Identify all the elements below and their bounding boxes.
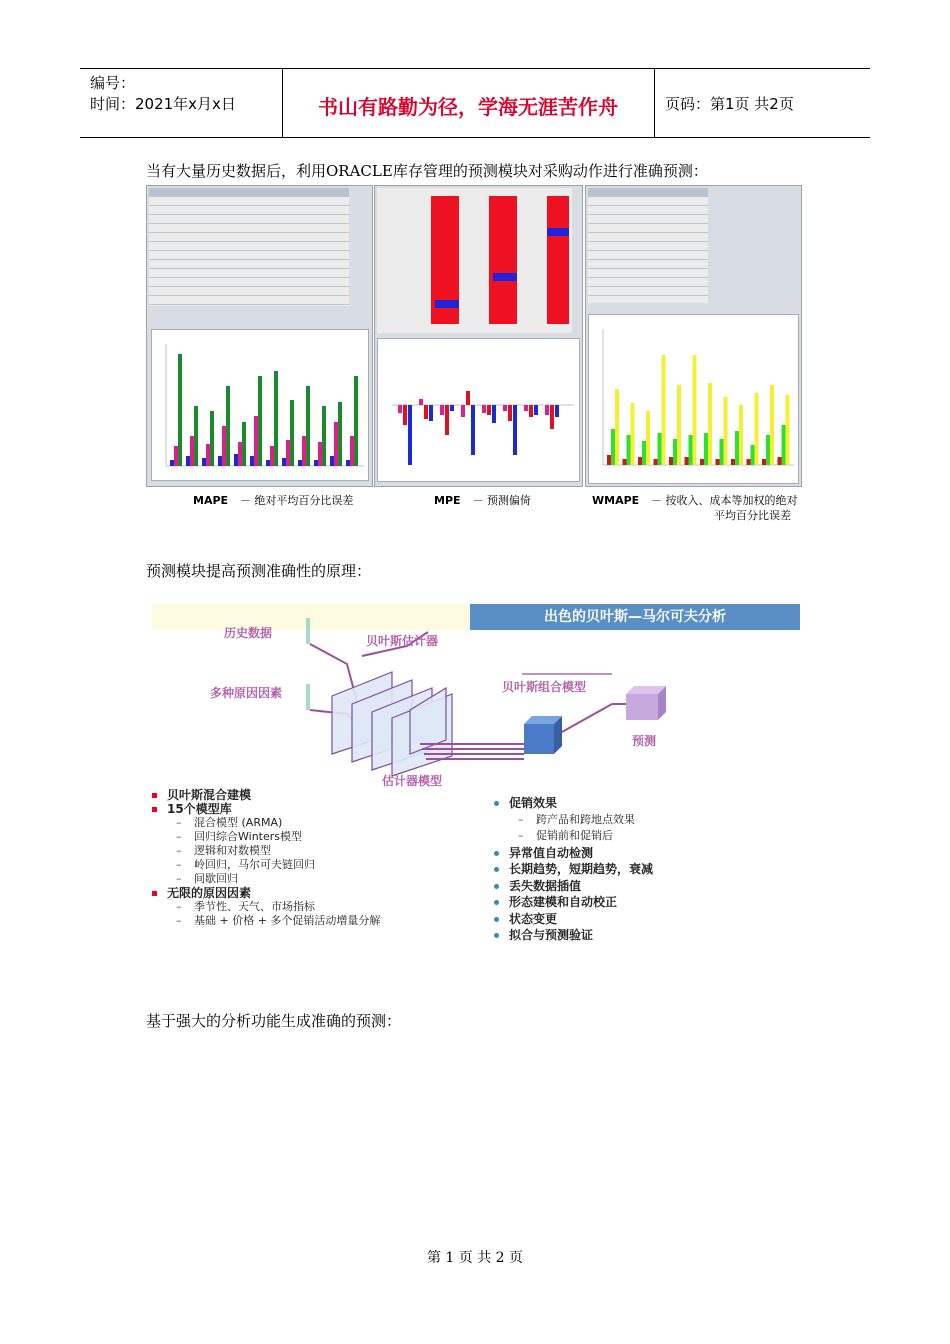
bullet-item [152, 884, 452, 898]
chart-bar [642, 441, 646, 465]
bullet-text: 促销前和促销后 [536, 829, 613, 842]
bullet-text: 基础 + 价格 + 多个促销活动增量分解 [194, 914, 381, 927]
chart-bar [419, 399, 423, 405]
bullet-item [176, 912, 452, 926]
chart-bar [202, 458, 206, 466]
bullet-text: 无限的原因因素 [167, 886, 252, 900]
chart-bar [350, 436, 354, 466]
chart-bar [258, 376, 262, 466]
chart-bar [762, 459, 766, 465]
chart-bar [693, 355, 697, 465]
bullet-text: 回归综合Winters模型 [194, 830, 302, 843]
chart-bar [638, 457, 642, 465]
chart-bar [778, 457, 782, 465]
chart-bar [403, 405, 407, 425]
bullet-text: 逻辑和对数模型 [194, 844, 271, 857]
chart-bar [731, 459, 735, 465]
chart-bar [770, 385, 774, 465]
mpe-title: MPE [434, 494, 461, 507]
bullet-text: 长期趋势，短期趋势，衰减 [509, 862, 654, 876]
number-label: 编号： [90, 74, 136, 92]
wmape-caption [592, 492, 798, 508]
chart-bar [354, 376, 358, 466]
chart-bar [178, 354, 182, 466]
bullet-item [176, 814, 452, 828]
chart-bar [747, 459, 751, 465]
motto: 书山有路勤为径，学海无涯苦作舟 [318, 95, 618, 119]
chart-bar [210, 411, 214, 466]
header-left [90, 73, 236, 115]
chart-bar [318, 442, 322, 466]
mape-bars [152, 330, 368, 480]
wmape-title: WMAPE [592, 494, 640, 507]
chart-bar [334, 422, 338, 466]
bullet-marker [494, 851, 499, 856]
chart-bar [218, 456, 222, 466]
label-estimator: 贝叶斯估计器 [366, 634, 439, 648]
chart-bar [274, 371, 278, 466]
chart-bar [186, 456, 190, 466]
chart-bar [654, 459, 658, 465]
chart-bar [282, 458, 286, 466]
chart-bar [669, 457, 673, 465]
chart-bar [534, 405, 538, 415]
chart-bar [607, 455, 611, 465]
chart-bar [611, 429, 615, 465]
mpe-caption [434, 492, 531, 508]
chart-bar [242, 422, 246, 466]
bullet-marker [494, 884, 499, 889]
bullet-text: 贝叶斯混合建模 [167, 788, 252, 802]
chart-bar [408, 405, 412, 465]
chart-bar [322, 406, 326, 466]
bullet-marker [494, 801, 499, 806]
bullet-marker: – [176, 816, 182, 829]
mpe-desc: － 预测偏倚 [472, 494, 531, 507]
chart-bar [739, 405, 743, 465]
wmape-table [588, 188, 708, 303]
chart-bar [298, 460, 302, 466]
chart-bar [720, 439, 724, 465]
chart-bar [466, 391, 470, 405]
label-history: 历史数据 [224, 626, 273, 640]
chart-bar [627, 435, 631, 465]
page-footer: 第 1 页 共 2 页 [426, 1250, 524, 1266]
chart-bar [194, 406, 198, 466]
chart-bar [338, 402, 342, 466]
chart-bar [662, 355, 666, 465]
bullet-text: 拟合与预测验证 [509, 928, 594, 942]
chart-bar [238, 442, 242, 466]
chart-bar [226, 386, 230, 466]
chart-bar [254, 416, 258, 466]
chart-bar [234, 454, 238, 466]
chart-bar [174, 446, 178, 466]
chart-bar [513, 405, 517, 455]
banner-right: 出色的贝叶斯—马尔可夫分析 [470, 604, 800, 630]
mape-desc: － 绝对平均百分比误差 [239, 494, 354, 507]
wmape-bars [589, 315, 798, 483]
bullet-marker: – [176, 900, 182, 913]
analysis-paragraph: 基于强大的分析功能生成准确的预测： [146, 1012, 402, 1030]
mpe-screenshot [374, 185, 583, 487]
chart-bar [346, 460, 350, 466]
chart-bar [623, 459, 627, 465]
bullet-item [494, 893, 794, 910]
chart-bar [724, 397, 728, 465]
bayes-diagram [152, 604, 802, 950]
bullet-text: 混合模型 (ARMA) [194, 816, 283, 829]
bullet-item [518, 827, 794, 844]
chart-bar [766, 435, 770, 465]
chart-bar [170, 460, 174, 466]
chart-bar [306, 386, 310, 466]
bullet-marker: – [176, 858, 182, 871]
bullet-marker [152, 793, 157, 798]
chart-bar [471, 405, 475, 455]
chart-bar [492, 405, 496, 423]
chart-bar [398, 405, 402, 413]
chart-bar [700, 459, 704, 465]
document-header [80, 68, 870, 138]
chart-bar [786, 395, 790, 465]
label-forecast: 预测 [632, 734, 657, 748]
bullet-marker [152, 891, 157, 896]
chart-bar [482, 405, 486, 413]
mape-caption [193, 492, 353, 508]
bullet-item [494, 844, 794, 861]
bullet-text: 间歇回归 [194, 872, 238, 885]
chart-bar [190, 436, 194, 466]
chart-bar [735, 431, 739, 465]
chart-bar [716, 459, 720, 465]
chart-bar [755, 393, 759, 465]
bullet-marker [494, 917, 499, 922]
chart-bar [440, 405, 444, 415]
wmape-screenshot [585, 185, 802, 487]
divider [654, 69, 655, 137]
bullet-text: 跨产品和跨地点效果 [536, 812, 635, 826]
bullet-marker: – [176, 844, 182, 857]
chart-bar [673, 439, 677, 465]
chart-bar [689, 435, 693, 465]
bullet-item [494, 794, 794, 811]
bullet-item [176, 828, 452, 842]
chart-bar [302, 436, 306, 466]
bullet-item [176, 898, 452, 912]
mpe-bars [378, 339, 579, 481]
wmape-chart [588, 314, 799, 484]
chart-bar [270, 446, 274, 466]
mape-table [149, 188, 349, 306]
bullet-marker: – [176, 914, 182, 927]
wmape-desc-2: 平均百分比误差 [714, 509, 791, 522]
chart-bar [222, 426, 226, 466]
bullets-right [494, 794, 794, 943]
bullet-marker [494, 900, 499, 905]
bullets-left [152, 786, 452, 926]
chart-bar [445, 405, 449, 435]
bullet-marker: – [176, 830, 182, 843]
principle-paragraph: 预测模块提高预测准确性的原理： [146, 562, 372, 580]
bullet-text: 促销效果 [509, 796, 558, 810]
chart-bar [206, 444, 210, 466]
chart-bar [450, 405, 454, 411]
bullet-text: 形态建模和自动校正 [509, 895, 618, 909]
bullet-text: 季节性、天气、市场指标 [194, 900, 315, 913]
chart-bar [685, 457, 689, 465]
chart-bar [314, 460, 318, 466]
chart-bar [708, 383, 712, 465]
chart-bar [424, 405, 428, 419]
bullet-item [494, 910, 794, 927]
chart-bar [290, 400, 294, 466]
chart-bar [508, 405, 512, 421]
bullet-marker: – [518, 829, 524, 842]
mape-screenshot [146, 185, 373, 487]
chart-bar [429, 405, 433, 421]
bullet-marker: – [176, 872, 182, 885]
label-causes: 多种原因因素 [210, 686, 283, 700]
chart-bar [550, 405, 554, 429]
bullet-text: 岭回归，马尔可夫链回归 [194, 858, 315, 871]
chart-bar [704, 433, 708, 465]
chart-bar [677, 385, 681, 465]
chart-bar [529, 405, 533, 417]
bullet-text: 15个模型库 [167, 802, 232, 816]
chart-bar [266, 460, 270, 466]
bullet-marker [152, 807, 157, 812]
bullet-item [176, 856, 452, 870]
chart-bar [503, 405, 507, 411]
bullet-item [494, 926, 794, 943]
bullet-item [152, 786, 452, 800]
chart-bar [487, 405, 491, 415]
mpe-chart [377, 338, 580, 482]
chart-bar [524, 405, 528, 411]
chart-bar [555, 405, 559, 417]
time-label: 时间：2021年x月x日 [90, 95, 236, 113]
mape-chart [151, 329, 369, 481]
chart-bar [330, 456, 334, 466]
bullet-item [494, 860, 794, 877]
bullet-item [176, 870, 452, 884]
label-estimator-model: 估计器模型 [382, 774, 443, 788]
bullet-marker [494, 867, 499, 872]
page-label: 页码：第1页 共2页 [665, 95, 794, 113]
label-combo-model: 贝叶斯组合模型 [502, 680, 587, 694]
chart-bar [782, 425, 786, 465]
bullet-marker [494, 933, 499, 938]
chart-bar [646, 411, 650, 465]
chart-bar [250, 456, 254, 466]
chart-bar [615, 389, 619, 465]
chart-bar [751, 445, 755, 465]
chart-bar [545, 405, 549, 415]
chart-bar [461, 405, 465, 417]
bullet-marker: – [518, 812, 524, 826]
bullet-item [518, 811, 794, 828]
chart-bar [286, 440, 290, 466]
chart-bar [631, 403, 635, 465]
bullet-item [176, 842, 452, 856]
bullet-item [494, 877, 794, 894]
bullet-item [152, 800, 452, 814]
intro-paragraph: 当有大量历史数据后，利用ORACLE库存管理的预测模块对采购动作进行准确预测： [146, 162, 708, 180]
chart-bar [658, 433, 662, 465]
mpe-table [377, 188, 572, 333]
bullet-text: 丢失数据插值 [509, 878, 582, 893]
bullet-text: 异常值自动检测 [509, 845, 594, 860]
bullet-text: 状态变更 [509, 911, 558, 926]
mape-title: MAPE [193, 494, 229, 507]
wmape-desc-1: － 按收入、成本等加权的绝对 [651, 494, 798, 507]
